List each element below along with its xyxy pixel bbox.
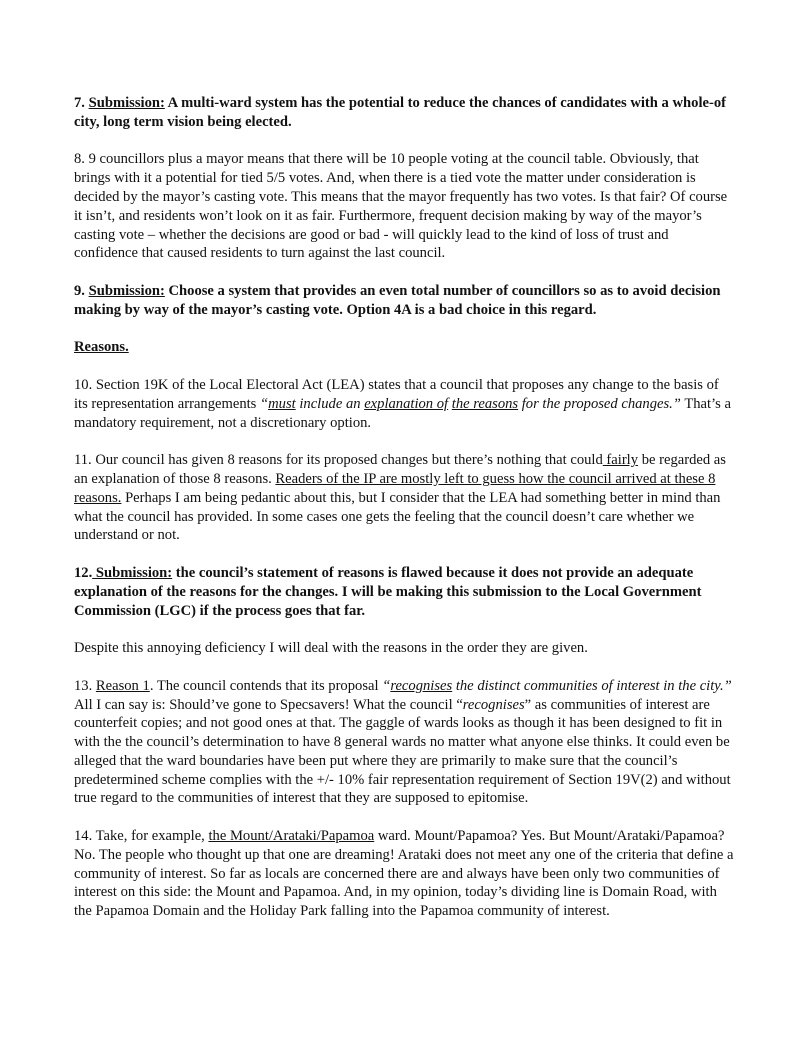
underlined-text: Reason 1 <box>95 677 150 694</box>
underlined-text: recognises <box>390 677 453 694</box>
submission-text: the council’s statement of reasons is flawed because it does not provide an adequate explanation of the reasons for the changes. I will be making this submission to the Local Government Commission (LGC) if the process goes that far. <box>74 564 702 619</box>
underlined-text: Readers of the IP are mostly left to guess how the council arrived at these 8 reasons. <box>74 470 716 506</box>
submission-label: Submission: <box>88 282 165 299</box>
text-run: be regarded as an explanation of those 8 reasons. <box>74 452 726 487</box>
text-run: 11. Our council has given 8 reasons for its proposed changes but there’s nothing that could <box>74 452 603 469</box>
text-run: for the proposed changes.” <box>518 395 681 412</box>
text-run: Perhaps I am being pedantic about this, but I consider that the LEA had something better in mind than what the council has provided. In some cases one gets the feeling that the council doesn’t care whether we understand or not. <box>74 489 721 544</box>
paragraph-number: 9. <box>74 282 89 299</box>
paragraph-number: 7. <box>74 95 89 111</box>
underlined-text: fairly <box>602 452 639 469</box>
underlined-text: the Mount/Arataki/Papamoa <box>208 828 375 845</box>
paragraph-12-submission <box>74 564 734 620</box>
quoted-text <box>382 678 732 694</box>
underlined-text: the reasons <box>451 395 519 412</box>
paragraph-10 <box>74 376 734 432</box>
underlined-text: must <box>268 395 296 412</box>
paragraph-7-submission <box>74 94 734 132</box>
paragraph-8: 8. 9 councillors plus a mayor means that there will be 10 people voting at the council table. Obviously, that brings with it a potential for tied 5/5 votes. And, when there is a tied vote the matter under consideration is decided by the mayor’s casting vote. This means that the mayor frequently has two votes. Is that fair? Of course it isn’t, and residents won’t look on it as fair. Furthermore, frequent decision making by way of the mayor’s casting vote – whether the decisions are good or bad - will quickly lead to the kind of loss of trust and confidence that caused residents to turn against the last council. <box>74 151 728 262</box>
text-run: ” as communities of interest are counterfeit copies; and not good ones at that. The gaggle of wards looks as though it has been designed to fit in with the the council’s determination to have 8 general wards no matter what anyone else thinks. It could even be alleged that the ward boundaries have been put where they are primarily to make sure that the council’s predetermined scheme complies with the +/- 10% fair representation requirement of Section 19V(2) and without true regard to the communities of interest that they are supposed to epitomise. <box>74 696 731 807</box>
underlined-text: explanation of <box>364 395 449 412</box>
submission-label: Submission: <box>88 95 165 111</box>
paragraph-14 <box>74 827 734 921</box>
text-run: ward. Mount/Papamoa? Yes. But Mount/Arataki/Papamoa? No. The people who thought up that one are dreaming! Arataki does not meet any one of the criteria that define a community of interest. So far as locals are concerned there are and always have been only two communities of interest on this side: the Mount and Papamoa. And, in my opinion, today’s dividing line is Domain Road, with the Papamoa Domain and the Holiday Park falling into the Papamoa community of interest. <box>74 828 734 920</box>
submission-text: A multi-ward system has the potential to reduce the chances of candidates with a whole-of city, long term vision being elected. <box>74 95 727 130</box>
text-run: the distinct communities of interest in the city.” <box>452 677 732 694</box>
despite-paragraph: Despite this annoying deficiency I will deal with the reasons in the order they are given. <box>74 640 588 657</box>
paragraph-9-submission <box>74 282 734 320</box>
paragraph-13 <box>74 677 734 809</box>
submission-label: Submission: <box>92 564 173 581</box>
paragraph-number: 12. <box>74 564 93 581</box>
italic-text: recognises <box>462 696 525 713</box>
text-run: 14. Take, for example, <box>74 828 209 845</box>
paragraph-number: 13. <box>74 677 96 694</box>
text-run: include an <box>295 395 365 412</box>
reasons-heading: Reasons. <box>74 339 129 356</box>
submission-text: Choose a system that provides an even total number of councillors so as to avoid decision making by way of the mayor’s casting vote. Option 4A is a bad choice in this regard. <box>74 282 721 318</box>
text-run: . The council contends that its proposal <box>149 677 383 694</box>
text-run: That’s a mandatory requirement, not a discretionary option. <box>74 395 731 431</box>
text-run: “ <box>260 395 269 412</box>
document-page <box>74 94 734 940</box>
paragraph-11 <box>74 451 734 545</box>
quoted-text <box>260 396 681 412</box>
text-run: “ <box>382 677 391 694</box>
text-run: 10. Section 19K of the Local Electoral Act (LEA) states that a council that proposes any change to the basis of its representation arrangements <box>74 376 719 412</box>
text-run: All I can say is: Should’ve gone to Specsavers! What the council “ <box>74 696 463 713</box>
